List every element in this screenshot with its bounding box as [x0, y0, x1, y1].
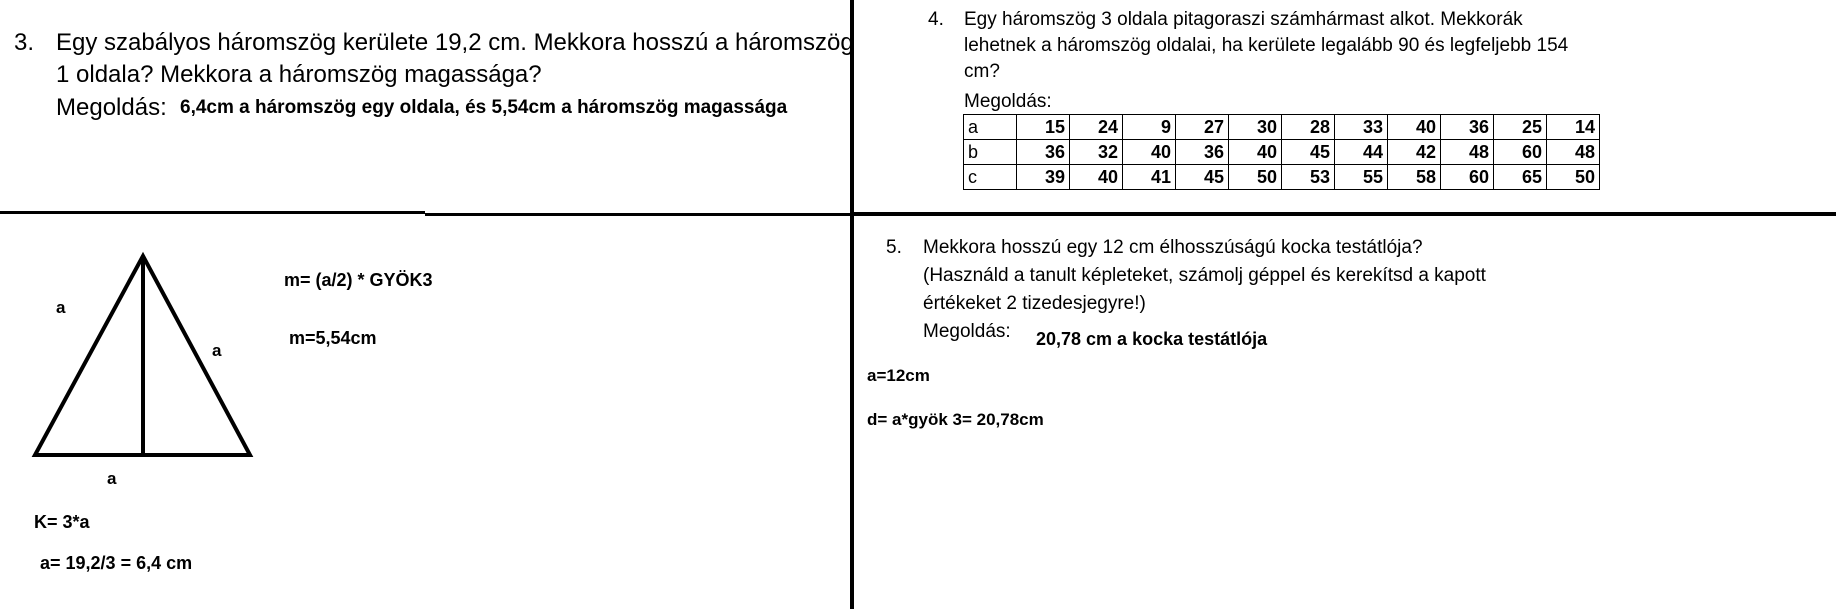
q3-text-line1: Egy szabályos háromszög kerülete 19,2 cm. Mekkora hosszú a háromszög [56, 29, 854, 56]
table-cell: 14 [1547, 115, 1600, 140]
table-cell: 24 [1070, 115, 1123, 140]
triangle-diagram [30, 250, 260, 460]
table-cell: 32 [1070, 140, 1123, 165]
q3-solution-label: Megoldás: [56, 94, 167, 121]
table-cell: 53 [1282, 165, 1335, 190]
table-cell: 30 [1229, 115, 1282, 140]
table-cell: 33 [1335, 115, 1388, 140]
horizontal-divider-left-2 [425, 213, 852, 216]
q5-solution-text: 20,78 cm a kocka testátlója [1036, 329, 1268, 349]
table-cell: 40 [1229, 140, 1282, 165]
q3-number: 3. [14, 29, 35, 56]
vertical-divider [850, 0, 854, 609]
triangle-label-bottom: a [107, 469, 117, 488]
table-cell: 55 [1335, 165, 1388, 190]
q5-text-line2: (Használd a tanult képleteket, számolj géppel és kerekítsd a kapott [923, 265, 1486, 286]
triangle-label-right: a [212, 341, 222, 360]
table-row-b [964, 140, 1600, 165]
row-label: c [964, 165, 1017, 190]
table-cell: 58 [1388, 165, 1441, 190]
table-cell: 36 [1017, 140, 1070, 165]
height-formula: m= (a/2) * GYÖK3 [284, 270, 433, 290]
table-cell: 48 [1441, 140, 1494, 165]
table-cell: 45 [1176, 165, 1229, 190]
q5-number: 5. [886, 237, 902, 258]
table-cell: 45 [1282, 140, 1335, 165]
table-cell: 60 [1494, 140, 1547, 165]
q5-given: a=12cm [867, 366, 930, 385]
q5-formula: d= a*gyök 3= 20,78cm [867, 410, 1044, 429]
q3-text-line2: 1 oldala? Mekkora a háromszög magassága? [56, 61, 542, 88]
horizontal-divider-right [852, 212, 1836, 216]
table-cell: 40 [1388, 115, 1441, 140]
table-cell: 27 [1176, 115, 1229, 140]
table-cell: 36 [1176, 140, 1229, 165]
q5-solution-label: Megoldás: [923, 321, 1011, 342]
q4-text-line3: cm? [964, 61, 1000, 82]
table-cell: 15 [1017, 115, 1070, 140]
height-value: m=5,54cm [289, 328, 377, 348]
table-cell: 36 [1441, 115, 1494, 140]
perimeter-formula: K= 3*a [34, 512, 90, 532]
triangle-label-left: a [56, 298, 66, 317]
table-cell: 9 [1123, 115, 1176, 140]
q4-text-line1: Egy háromszög 3 oldala pitagoraszi számhármast alkot. Mekkorák [964, 9, 1523, 30]
table-cell: 41 [1123, 165, 1176, 190]
table-cell: 39 [1017, 165, 1070, 190]
q4-text-line2: lehetnek a háromszög oldalai, ha kerülete legalább 90 és legfeljebb 154 [964, 35, 1569, 56]
row-label: a [964, 115, 1017, 140]
table-cell: 44 [1335, 140, 1388, 165]
q5-text-line3: értékeket 2 tizedesjegyre!) [923, 293, 1146, 314]
table-cell: 42 [1388, 140, 1441, 165]
table-cell: 40 [1123, 140, 1176, 165]
table-cell: 60 [1441, 165, 1494, 190]
q3-solution-text: 6,4cm a háromszög egy oldala, és 5,54cm a háromszög magassága [180, 97, 788, 118]
table-row-a [964, 115, 1600, 140]
horizontal-divider-left [0, 211, 425, 214]
table-cell: 50 [1547, 165, 1600, 190]
table-cell: 48 [1547, 140, 1600, 165]
table-cell: 25 [1494, 115, 1547, 140]
table-cell: 28 [1282, 115, 1335, 140]
pythagorean-table [963, 114, 1600, 190]
q4-solution-label: Megoldás: [964, 91, 1052, 112]
table-row-c [964, 165, 1600, 190]
q4-number: 4. [928, 9, 944, 30]
row-label: b [964, 140, 1017, 165]
q5-text-line1: Mekkora hosszú egy 12 cm élhosszúságú kocka testátlója? [923, 237, 1423, 258]
table-cell: 40 [1070, 165, 1123, 190]
table-cell: 50 [1229, 165, 1282, 190]
side-calculation: a= 19,2/3 = 6,4 cm [40, 553, 193, 573]
table-cell: 65 [1494, 165, 1547, 190]
